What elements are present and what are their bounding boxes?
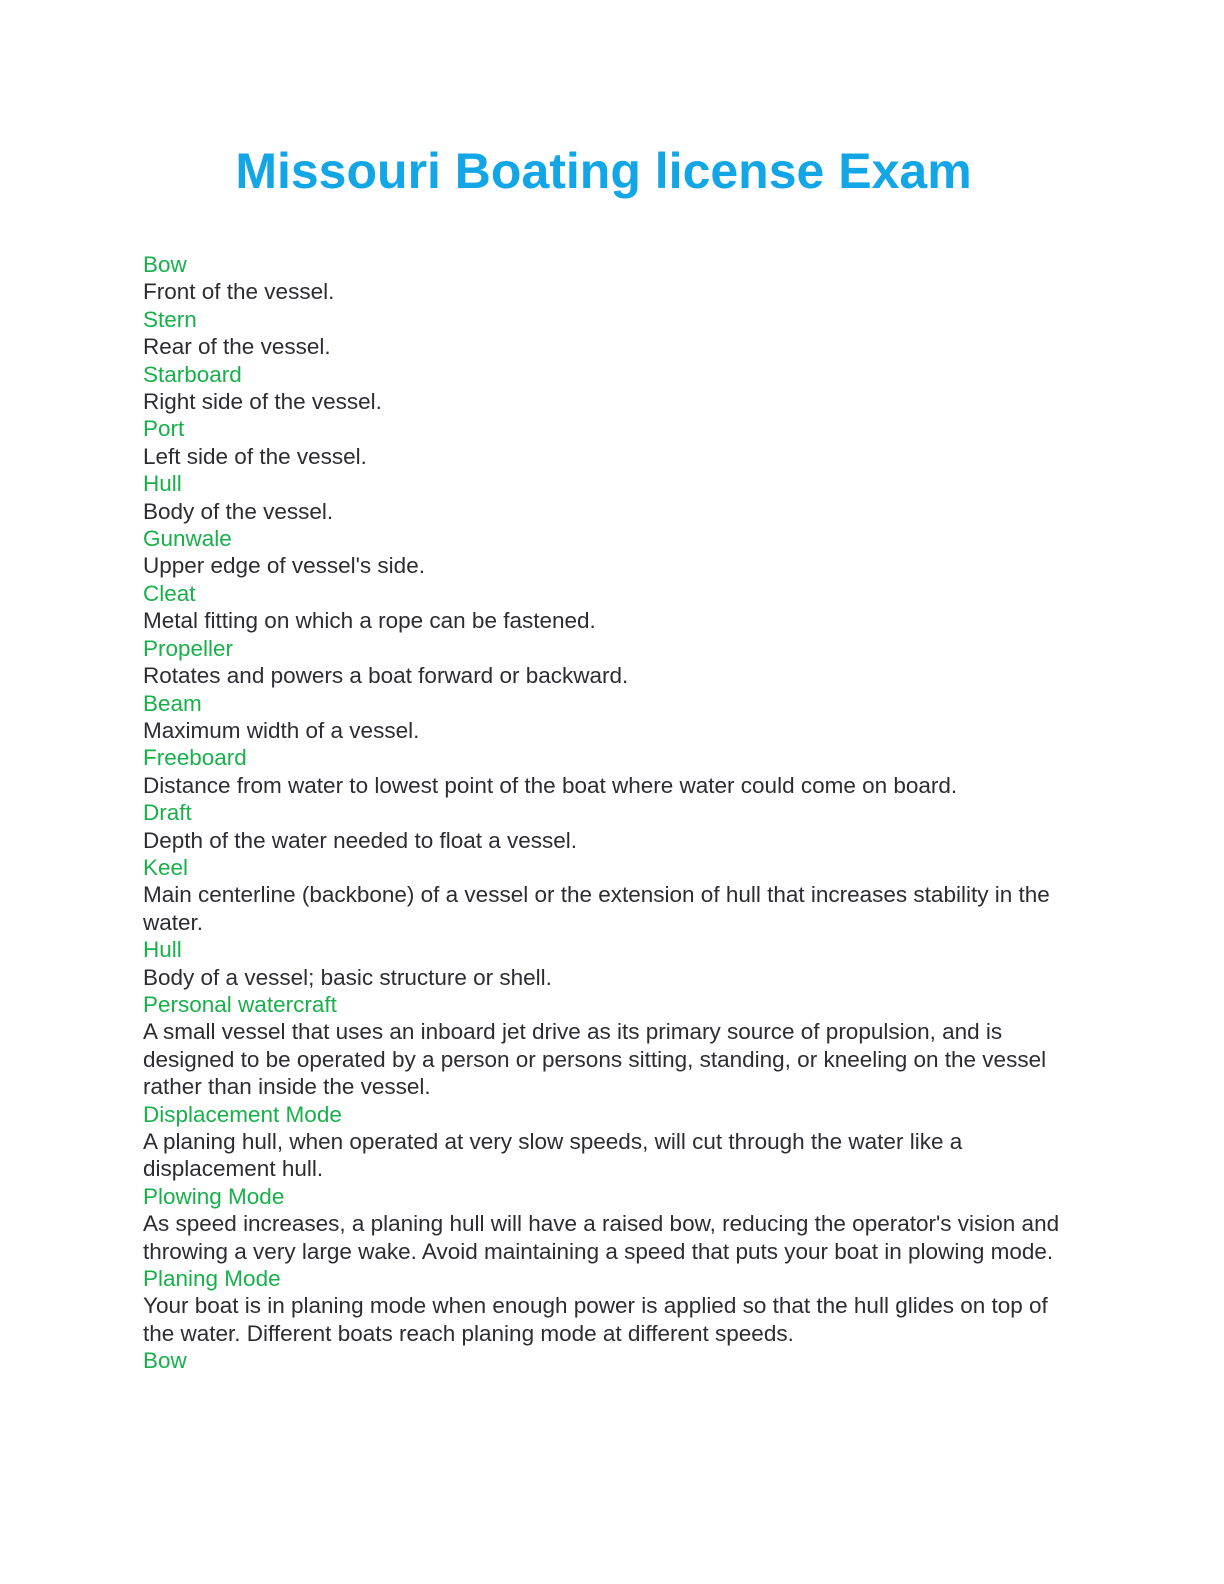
flashcard-entry xyxy=(143,580,1073,635)
flashcard-entry xyxy=(143,470,1073,525)
definition: Distance from water to lowest point of the boat where water could come on board. xyxy=(143,772,958,798)
definition: Upper edge of vessel's side. xyxy=(143,553,425,579)
flashcard-entry xyxy=(143,744,1073,799)
flashcard-entry xyxy=(143,1101,1073,1183)
flashcard-entry xyxy=(143,251,1073,306)
term: Planing Mode xyxy=(143,1266,281,1292)
term: Port xyxy=(143,416,185,442)
term: Propeller xyxy=(143,635,234,661)
definition: Body of a vessel; basic structure or shell. xyxy=(143,964,552,990)
term: Freeboard xyxy=(143,745,247,771)
definition: Right side of the vessel. xyxy=(143,389,382,415)
term: Hull xyxy=(143,937,182,963)
definition: Depth of the water needed to float a vessel. xyxy=(143,827,578,853)
term: Cleat xyxy=(143,580,196,606)
page-title: Missouri Boating license Exam xyxy=(235,143,972,199)
definition: Main centerline (backbone) of a vessel or the extension of hull that increases stability in the water. xyxy=(143,882,1050,935)
definition: Left side of the vessel. xyxy=(143,443,367,469)
definition: A planing hull, when operated at very slow speeds, will cut through the water like a displacement hull. xyxy=(143,1129,963,1182)
term: Gunwale xyxy=(143,526,232,552)
flashcard-entry xyxy=(143,306,1073,361)
definition: As speed increases, a planing hull will have a raised bow, reducing the operator's vision and throwing a very large wake. Avoid maintaining a speed that puts your boat in plowing mode. xyxy=(143,1211,1060,1264)
term: Personal watercraft xyxy=(143,991,337,1017)
flashcard-entry xyxy=(143,361,1073,416)
flashcard-list xyxy=(143,251,1073,1375)
flashcard-entry xyxy=(143,690,1073,745)
definition: Rotates and powers a boat forward or backward. xyxy=(143,663,629,689)
term: Starboard xyxy=(143,361,242,387)
definition: Rear of the vessel. xyxy=(143,334,331,360)
term: Bow xyxy=(143,1348,187,1374)
flashcard-entry xyxy=(143,936,1073,991)
flashcard-entry xyxy=(143,854,1073,936)
definition: Metal fitting on which a rope can be fastened. xyxy=(143,608,596,634)
definition: A small vessel that uses an inboard jet drive as its primary source of propulsion, and is designed to be operated by a person or persons sitting, standing, or kneeling on the vessel rather than inside the vessel. xyxy=(143,1019,1047,1100)
flashcard-entry xyxy=(143,1265,1073,1347)
definition: Your boat is in planing mode when enough power is applied so that the hull glides on top of the water. Different boats reach planing mode at different speeds. xyxy=(143,1293,1048,1346)
flashcard-entry xyxy=(143,525,1073,580)
term: Beam xyxy=(143,690,202,716)
term: Stern xyxy=(143,306,197,332)
definition: Body of the vessel. xyxy=(143,498,334,524)
flashcard-entry xyxy=(143,415,1073,470)
flashcard-entry xyxy=(143,1347,1073,1374)
term: Draft xyxy=(143,800,192,826)
term: Displacement Mode xyxy=(143,1101,342,1127)
term: Bow xyxy=(143,252,187,277)
term: Hull xyxy=(143,471,182,497)
term: Plowing Mode xyxy=(143,1183,285,1209)
definition: Front of the vessel. xyxy=(143,279,335,305)
flashcard-entry xyxy=(143,991,1073,1101)
flashcard-entry xyxy=(143,799,1073,854)
definition: Maximum width of a vessel. xyxy=(143,717,420,743)
term: Keel xyxy=(143,854,189,880)
flashcard-entry xyxy=(143,635,1073,690)
flashcard-entry xyxy=(143,1183,1073,1265)
